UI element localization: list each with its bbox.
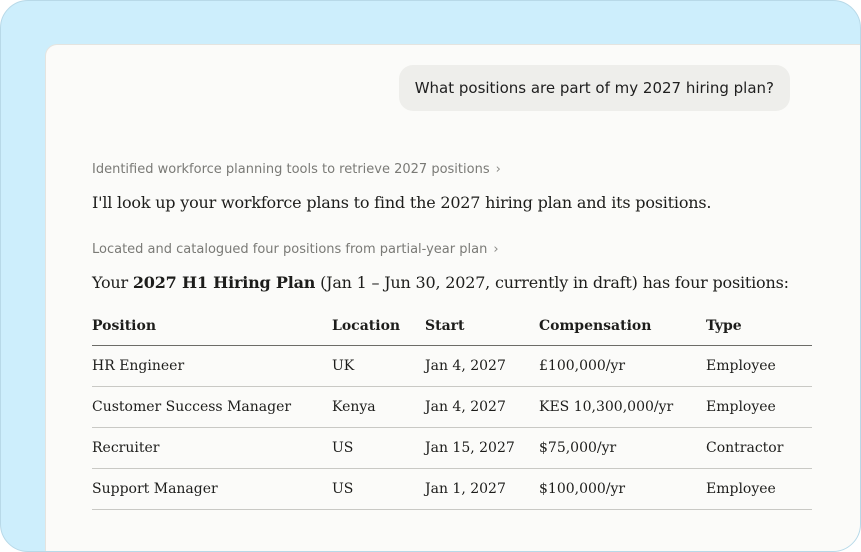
assistant-summary-text bbox=[92, 273, 789, 292]
reasoning-step-label: Identified workforce planning tools to retrieve 2027 positions bbox=[92, 162, 490, 177]
positions-table bbox=[92, 307, 812, 510]
table-row bbox=[92, 469, 812, 510]
header-position: Position bbox=[92, 307, 332, 346]
cell-type: Employee bbox=[706, 469, 812, 510]
table-header-row bbox=[92, 307, 812, 346]
table-row bbox=[92, 387, 812, 428]
cell-start: Jan 4, 2027 bbox=[425, 346, 539, 387]
cell-type: Employee bbox=[706, 346, 812, 387]
summary-suffix: (Jan 1 – Jun 30, 2027, currently in draft) has four positions: bbox=[315, 273, 789, 292]
cell-position: Customer Success Manager bbox=[92, 387, 332, 428]
cell-start: Jan 4, 2027 bbox=[425, 387, 539, 428]
cell-position: Support Manager bbox=[92, 469, 332, 510]
user-message-bubble: What positions are part of my 2027 hiring plan? bbox=[399, 65, 790, 111]
table-row bbox=[92, 428, 812, 469]
header-compensation: Compensation bbox=[539, 307, 706, 346]
cell-compensation: KES 10,300,000/yr bbox=[539, 387, 706, 428]
chat-panel bbox=[45, 44, 861, 552]
cell-location: UK bbox=[332, 346, 425, 387]
cell-location: US bbox=[332, 428, 425, 469]
cell-compensation: £100,000/yr bbox=[539, 346, 706, 387]
reasoning-step-label: Located and catalogued four positions from partial-year plan bbox=[92, 242, 488, 257]
header-type: Type bbox=[706, 307, 812, 346]
summary-prefix: Your bbox=[92, 273, 133, 292]
cell-position: HR Engineer bbox=[92, 346, 332, 387]
cell-compensation: $75,000/yr bbox=[539, 428, 706, 469]
table-row bbox=[92, 346, 812, 387]
reasoning-step-1[interactable] bbox=[92, 162, 501, 177]
header-location: Location bbox=[332, 307, 425, 346]
reasoning-step-2[interactable] bbox=[92, 242, 499, 257]
cell-position: Recruiter bbox=[92, 428, 332, 469]
chevron-right-icon: › bbox=[495, 162, 501, 177]
plan-name: 2027 H1 Hiring Plan bbox=[132, 273, 316, 292]
cell-compensation: $100,000/yr bbox=[539, 469, 706, 510]
cell-type: Contractor bbox=[706, 428, 812, 469]
cell-location: Kenya bbox=[332, 387, 425, 428]
cell-location: US bbox=[332, 469, 425, 510]
assistant-intro-text: I'll look up your workforce plans to find the 2027 hiring plan and its positions. bbox=[92, 193, 712, 212]
cell-type: Employee bbox=[706, 387, 812, 428]
header-start: Start bbox=[425, 307, 539, 346]
cell-start: Jan 1, 2027 bbox=[425, 469, 539, 510]
cell-start: Jan 15, 2027 bbox=[425, 428, 539, 469]
chevron-right-icon: › bbox=[493, 242, 499, 257]
